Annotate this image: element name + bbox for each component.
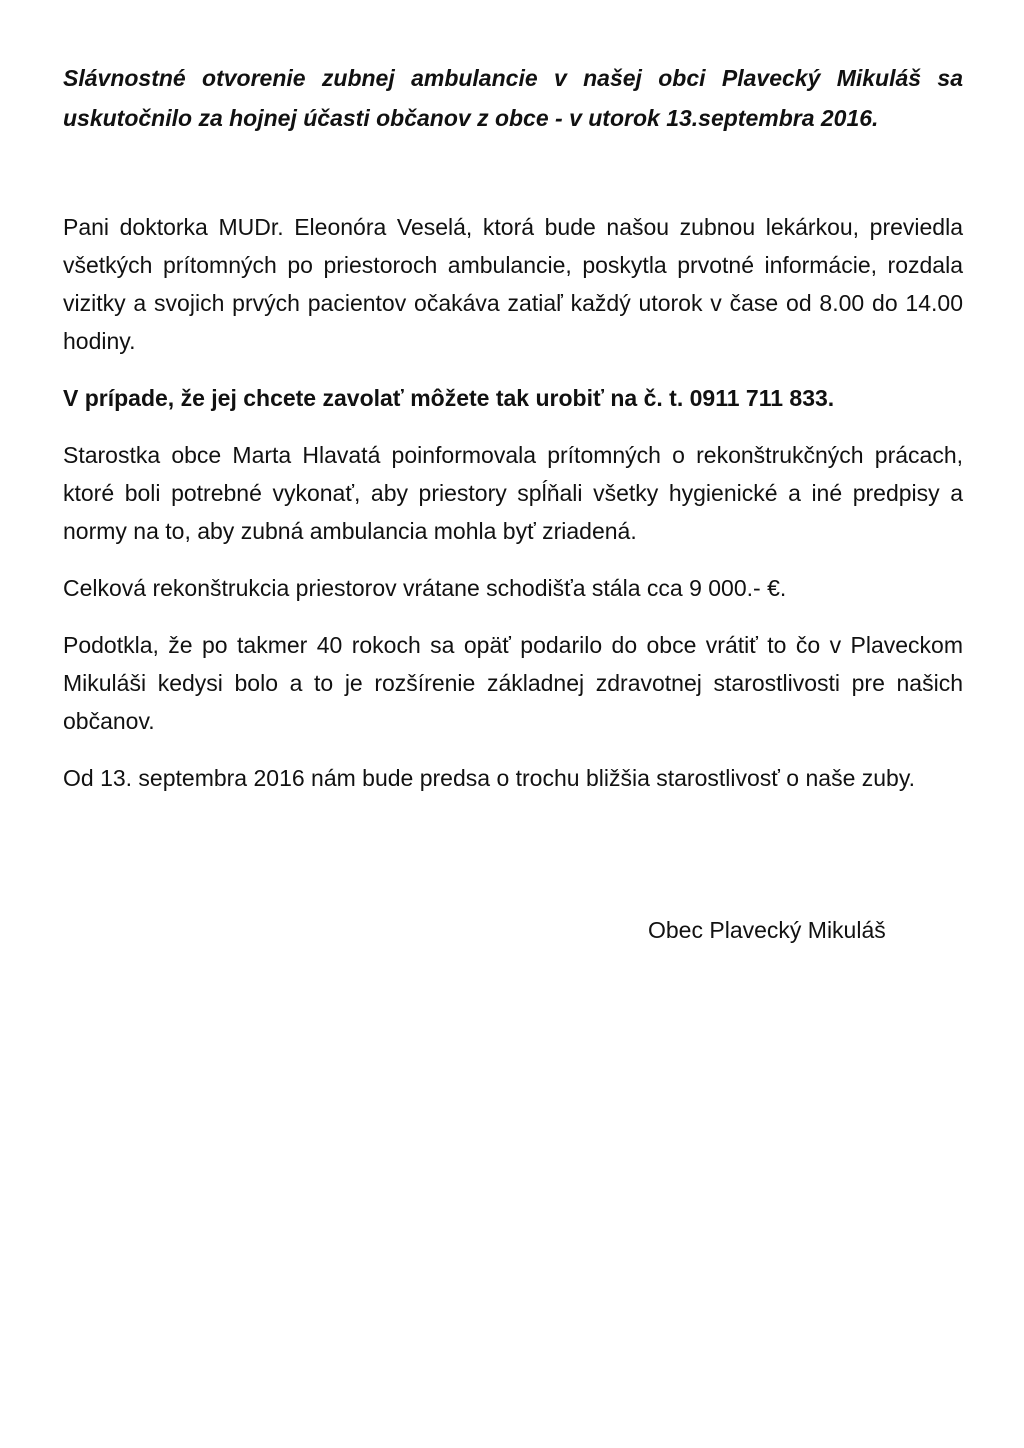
paragraph-closing: Od 13. septembra 2016 nám bude predsa o trochu bližšia starostlivosť o naše zuby. xyxy=(63,765,916,791)
paragraph-phone: V prípade, že jej chcete zavolať môžete tak urobiť na č. t. 0911 711 833. xyxy=(63,385,835,411)
paragraph-doctor: Pani doktorka MUDr. Eleonóra Veselá, ktorá bude našou zubnou lekárkou, previedla všetkých prítomných po priestoroch ambulancie, poskytla prvotné informácie, rozdala vizitky a svojich prvých pacientov očakáva zatiaľ každý utorok v čase od 8.00 do 14.00 hodiny. xyxy=(63,214,963,354)
paragraph-history: Podotkla, že po takmer 40 rokoch sa opäť podarilo do obce vrátiť to čo v Plaveckom Mikuláši kedysi bolo a to je rozšírenie základnej zdravotnej starostlivosti pre našich občanov. xyxy=(63,632,963,734)
document-body xyxy=(63,58,963,816)
signature: Obec Plavecký Mikuláš xyxy=(648,917,886,943)
document-heading: Slávnostné otvorenie zubnej ambulancie v našej obci Plavecký Mikuláš sa uskutočnilo za hojnej účasti občanov z obce - v utorok 13.septembra 2016. xyxy=(63,65,963,131)
paragraph-reconstruction: Starostka obce Marta Hlavatá poinformovala prítomných o rekonštrukčných prácach, ktoré boli potrebné vykonať, aby priestory spĺňali všetky hygienické a iné predpisy a normy na to, aby zubná ambulancia mohla byť zriadená. xyxy=(63,442,963,544)
paragraph-cost: Celková rekonštrukcia priestorov vrátane schodišťa stála cca 9 000.- €. xyxy=(63,575,787,601)
